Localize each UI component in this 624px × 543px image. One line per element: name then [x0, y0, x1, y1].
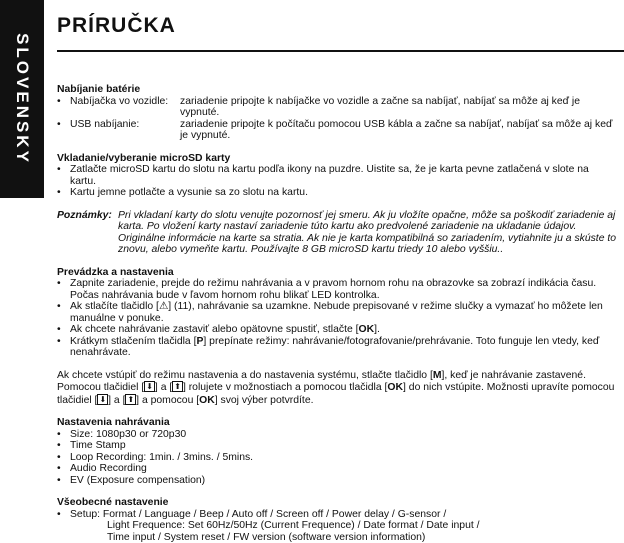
battery-item-text: zariadenie pripojte k nabíjačke vo vozidle a začne sa nabíjať, nabíjať sa môže aj keď je vypnuté. [180, 96, 617, 119]
m-key-label: M [433, 370, 442, 381]
list-item: • Kartu jemne potlačte a vysunie sa zo slotu na kartu. [57, 187, 617, 199]
battery-section [57, 84, 617, 142]
operation-item-text: Zapnite zariadenie, prejde do režimu nahrávania a v pravom hornom rohu na obrazovke sa zobrazí indikácia času. Počas nahrávania bude v ľavom hornom rohu blikať LED kontrolka. [70, 278, 617, 301]
note-label: Poznámky: [57, 210, 118, 256]
sdcard-item-text: Kartu jemne potlačte a vysunie sa zo slotu na kartu. [70, 187, 617, 199]
list-item: • Ak chcete nahrávanie zastaviť alebo opätovne spustiť, stlačte [OK]. [57, 324, 617, 336]
recording-heading: Nastavenia nahrávania [57, 417, 617, 429]
language-sidebar [0, 0, 44, 198]
recording-section [57, 417, 617, 486]
list-item: • Setup: Format / Language / Beep / Auto off / Screen off / Power delay / G-sensor / [57, 509, 617, 521]
list-item: • Zapnite zariadenie, prejde do režimu nahrávania a v pravom hornom rohu na obrazovke sa zobrazí indikácia času. Počas nahrávania bude v ľavom hornom rohu blikať LED kontrolka. [57, 278, 617, 301]
sdcard-section [57, 153, 617, 199]
arrow-down-icon: ⬇ [97, 394, 108, 405]
list-item: • Audio Recording [57, 463, 617, 475]
sdcard-item-text: Zatlačte microSD kartu do slotu na kartu podľa ikony na puzdre. Uistite sa, že je karta pevne zatlačená v slote na kartu. [70, 164, 617, 187]
note-block [57, 210, 617, 256]
list-item: • EV (Exposure compensation) [57, 475, 617, 487]
battery-item-label: Nabíjačka vo vozidle: [70, 96, 180, 119]
ok-key-label: OK [199, 395, 215, 406]
list-item: • Nabíjačka vo vozidle: zariadenie pripojte k nabíjačke vo vozidle a začne sa nabíjať, nabíjať sa môže aj keď je vypnuté. [57, 96, 617, 119]
settings-paragraph: Ak chcete vstúpiť do režimu nastavenia a do nastavenia systému, stlačte tlačidlo [M], keď je nahrávanie zastavené. Pomocou tlačidiel [ ⬇ ] a [ ⬆ ] rolujete v možnostiach a pomocou tlačidla [OK] do nich vstúpite. Možnosti upravíte pomocou tlačidiel [ ⬇ ] a [ ⬆ ] a pomocou [OK] svoj výber potvrdíte. [57, 370, 617, 407]
list-item: • Krátkym stlačením tlačidla [P] prepínate režimy: nahrávanie/fotografovanie/prehrávanie. Toto funguje len vtedy, keď nenahrávate. [57, 336, 617, 359]
battery-item-label: USB nabíjanie: [70, 119, 180, 142]
arrow-up-icon: ⬆ [125, 394, 136, 405]
ok-key-label: OK [387, 382, 403, 393]
ok-key-label: OK [359, 324, 375, 335]
list-item: • Zatlačte microSD kartu do slotu na kartu podľa ikony na puzdre. Uistite sa, že je karta pevne zatlačená v slote na kartu. [57, 164, 617, 187]
arrow-down-icon: ⬇ [144, 381, 155, 392]
list-item: • Loop Recording: 1min. / 3mins. / 5mins. [57, 452, 617, 464]
general-heading: Všeobecné nastavenie [57, 497, 617, 509]
list-item: • Ak stlačíte tlačidlo [⚠] (11), nahrávanie sa uzamkne. Nebude prepisované v režime slučky a vymazať ho môžete len manuálne v ponuke. [57, 301, 617, 324]
title-divider [57, 50, 624, 52]
list-item: • Time Stamp [57, 440, 617, 452]
language-label: SLOVENSKY [16, 33, 28, 165]
general-setup-line: Time input / System reset / FW version (software version information) [57, 532, 617, 543]
list-item: • USB nabíjanie: zariadenie pripojte k počítaču pomocou USB kábla a začne sa nabíjať, nabíjať sa môže aj keď je vypnuté. [57, 119, 617, 142]
note-text: Pri vkladaní karty do slotu venujte pozornosť jej smeru. Ak ju vložíte opačne, môže sa poškodiť zariadenie aj karta. Po vložení karty nastaví zariadenie túto kartu ako predvolené zariadenie na ukladanie údajov. Originálne informácie na karte sa stratia. Ak nie je karta kompatibilná so zariadením, vytiahnite ju a skúste to znovu, alebo vymeňte kartu. Používajte 8 GB microSD kartu triedy 10 alebo vyššiu.. [118, 210, 617, 256]
warning-triangle-icon: ⚠ [159, 301, 168, 312]
battery-heading: Nabíjanie batérie [57, 84, 617, 96]
general-section [57, 497, 617, 543]
operation-heading: Prevádzka a nastavenia [57, 267, 617, 279]
battery-item-text: zariadenie pripojte k počítaču pomocou USB kábla a začne sa nabíjať, nabíjať sa môže aj keď je vypnuté. [180, 119, 617, 142]
page-title: PRÍRUČKA [57, 20, 176, 32]
manual-content [57, 84, 617, 543]
operation-section [57, 267, 617, 359]
general-setup-line: Light Frequence: Set 60Hz/50Hz (Current Frequence) / Date format / Date input / [57, 520, 617, 532]
p-key-label: P [196, 336, 203, 347]
list-item: • Size: 1080p30 or 720p30 [57, 429, 617, 441]
sdcard-heading: Vkladanie/vyberanie microSD karty [57, 153, 617, 165]
arrow-up-icon: ⬆ [172, 381, 183, 392]
